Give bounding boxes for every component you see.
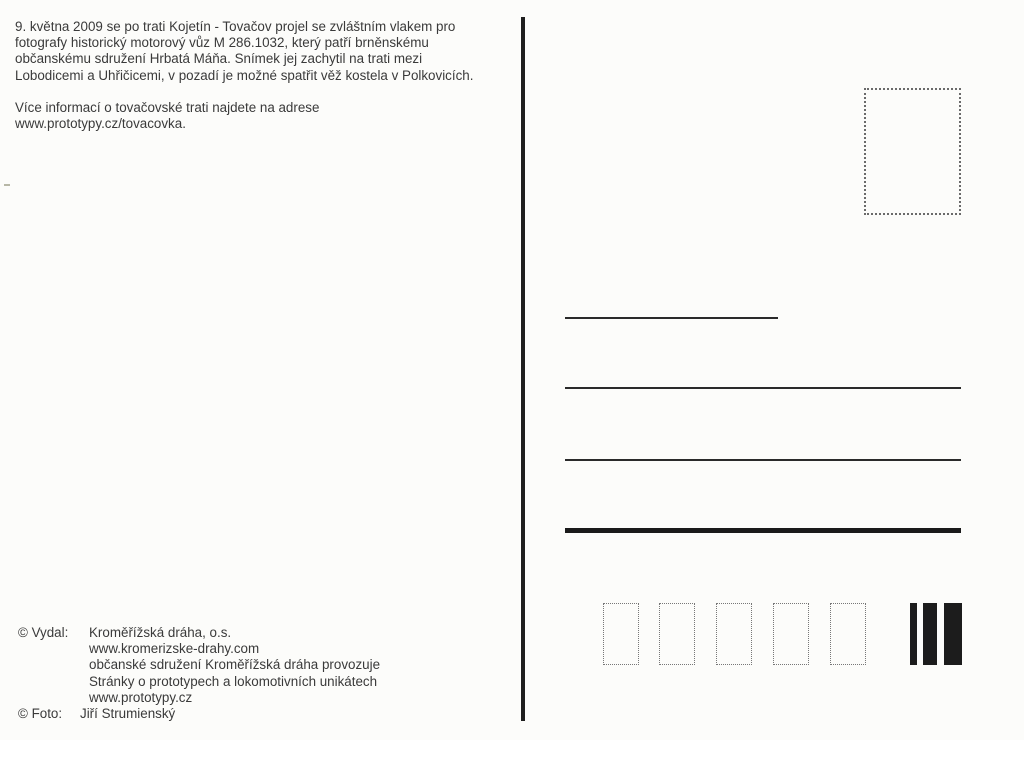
- print-speck: [4, 184, 10, 186]
- postal-code-box: [716, 603, 752, 665]
- publisher-name: Kroměřížská dráha, o.s.: [89, 625, 232, 640]
- stamp-box: [864, 88, 961, 215]
- credits: [18, 625, 518, 722]
- publisher-row: [18, 625, 518, 641]
- info-url: www.prototypy.cz/tovacovka.: [15, 116, 186, 132]
- photo-author: Jiří Strumienský: [80, 705, 176, 721]
- description-line: občanskému sdružení Hrbatá Máňa. Snímek jej zachytil na trati mezi: [15, 51, 423, 67]
- postal-bar: [923, 603, 937, 665]
- publisher-detail-row: [18, 690, 518, 706]
- info-line: Více informací o tovačovské trati najdete na adrese: [15, 100, 320, 115]
- postal-bar: [910, 603, 917, 665]
- publisher-note: Stránky o prototypech a lokomotivních unikátech: [89, 673, 378, 689]
- publisher-detail-row: [18, 657, 518, 673]
- description-line: 9. května 2009 se po trati Kojetín - Tovačov projel se zvláštním vlakem pro: [15, 19, 456, 34]
- address-line: [565, 459, 961, 461]
- publisher-website: www.kromerizske-drahy.com: [89, 641, 260, 657]
- publisher-detail-row: [18, 641, 518, 657]
- photo-credit-row: [18, 706, 518, 722]
- photo-description: [15, 19, 520, 84]
- address-line-bold: [565, 528, 961, 533]
- photo-label: © Foto:: [18, 705, 63, 721]
- postal-code-box: [773, 603, 809, 665]
- address-line: [565, 387, 961, 389]
- publisher-label: © Vydal:: [18, 625, 69, 640]
- postal-bar: [944, 603, 962, 665]
- more-info: [15, 100, 515, 132]
- postal-code-box: [659, 603, 695, 665]
- scan-margin: [0, 740, 1024, 768]
- postal-code-box: [830, 603, 866, 665]
- postal-code-box: [603, 603, 639, 665]
- postal-code-bars: [910, 603, 962, 665]
- publisher-note: občanské sdružení Kroměřížská dráha provozuje: [89, 657, 381, 673]
- address-line: [565, 317, 778, 319]
- description-line: fotografy historický motorový vůz M 286.1032, který patří brněnskému: [15, 35, 429, 51]
- publisher-detail-row: [18, 674, 518, 690]
- description-line: Lobodicemi a Uhřičicemi, v pozadí je možné spatřit věž kostela v Polkovicích.: [15, 67, 474, 83]
- center-divider: [521, 17, 525, 721]
- publisher-website: www.prototypy.cz: [89, 689, 193, 705]
